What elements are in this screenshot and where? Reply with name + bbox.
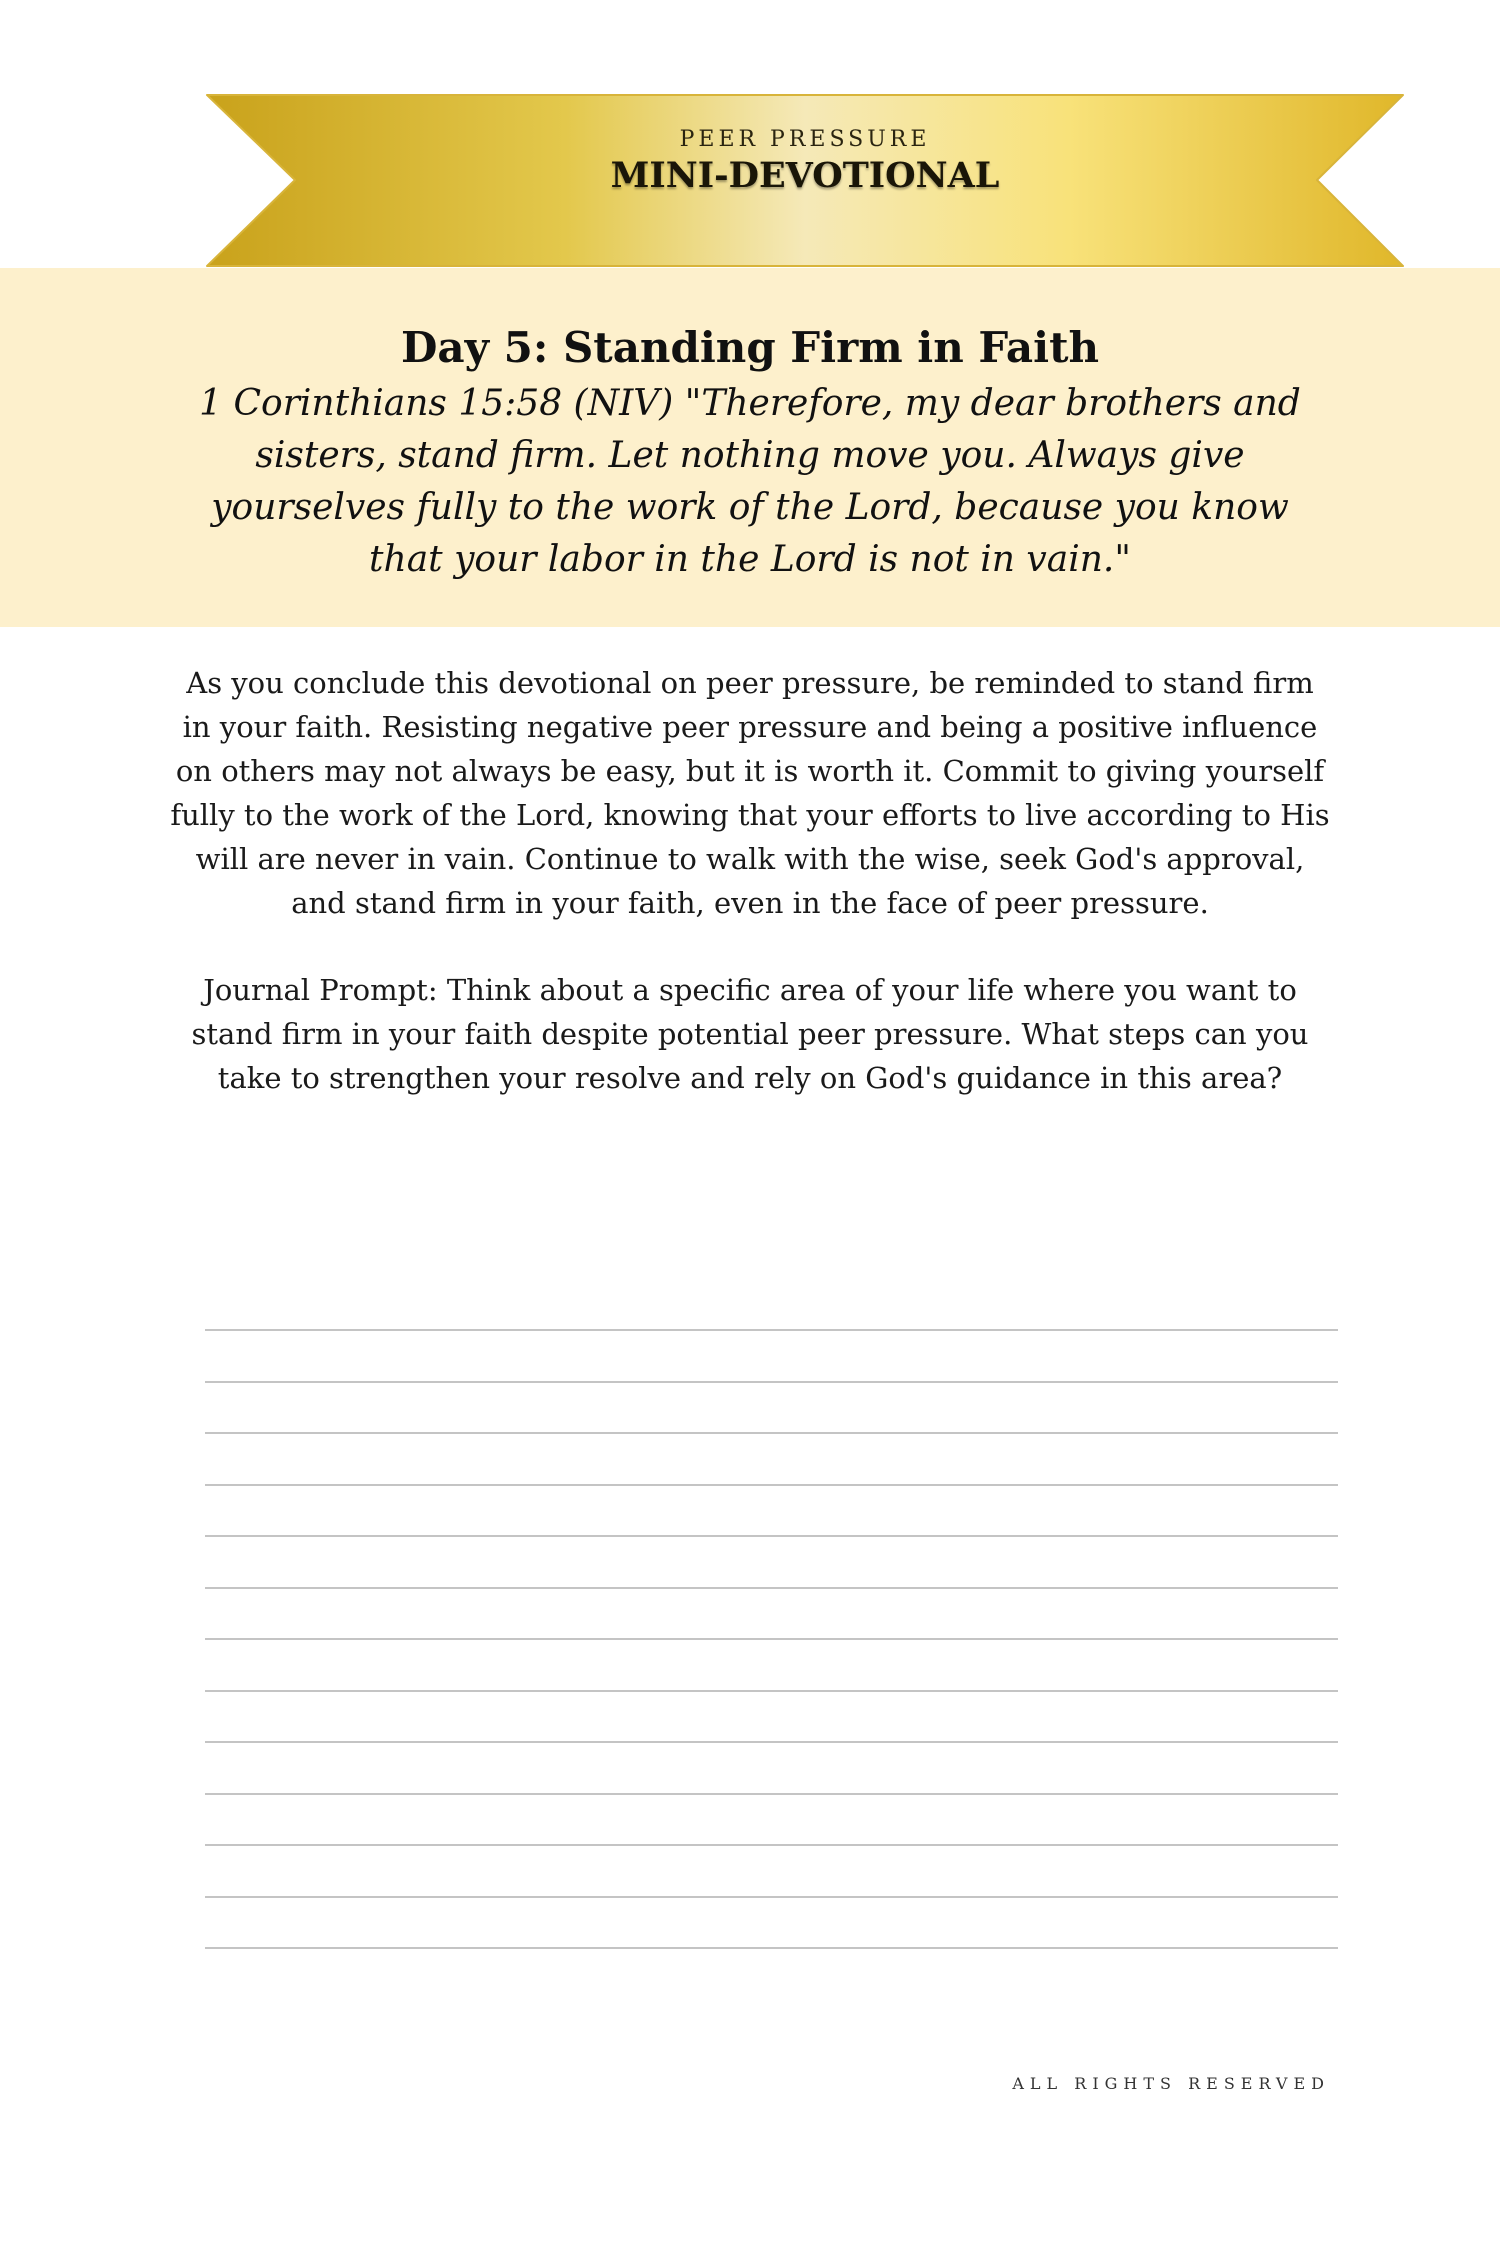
writing-line: [205, 1484, 1338, 1486]
devotional-paragraph: As you conclude this devotional on peer pressure, be reminded to stand firm in your faith. Resisting negative peer pressure and being a positive influence on others may not always be easy, but it is worth it. Commit to giving yourself fully to the work of the Lord, knowing that your efforts to live according to His will are never in vain. Continue to walk with the wise, seek God's approval, and stand firm in your faith, even in the face of peer pressure.: [170, 666, 1330, 920]
writing-line: [205, 1690, 1338, 1692]
writing-line: [205, 1587, 1338, 1589]
banner-kicker: PEER PRESSURE: [679, 127, 931, 152]
title-ribbon-banner: [205, 93, 1405, 268]
writing-line: [205, 1432, 1338, 1434]
writing-line: [205, 1896, 1338, 1898]
writing-line: [205, 1381, 1338, 1383]
journal-prompt: Journal Prompt: Think about a specific area of your life where you want to stand firm in your faith despite potential peer pressure. What steps can you take to strengthen your resolve and rely on God's guidance in this area?: [191, 973, 1309, 1095]
writing-line: [205, 1535, 1338, 1537]
day-title: Day 5: Standing Firm in Faith: [400, 323, 1100, 372]
scripture-verse: 1 Corinthians 15:58 (NIV) "Therefore, my dear brothers and sisters, stand firm. Let nothing move you. Always give yourselves fully to the work of the Lord, because you know that your labor in the Lord is not in vain.": [199, 383, 1301, 580]
writing-line: [205, 1329, 1338, 1331]
verse-band: [0, 268, 1500, 627]
writing-line: [205, 1793, 1338, 1795]
writing-line: [205, 1844, 1338, 1846]
ribbon-text: [205, 93, 1405, 268]
writing-line: [205, 1638, 1338, 1640]
writing-line: [205, 1947, 1338, 1949]
writing-line: [205, 1741, 1338, 1743]
footer-rights: ALL RIGHTS RESERVED: [1012, 2074, 1330, 2093]
banner-title: MINI-DEVOTIONAL: [610, 155, 1000, 196]
